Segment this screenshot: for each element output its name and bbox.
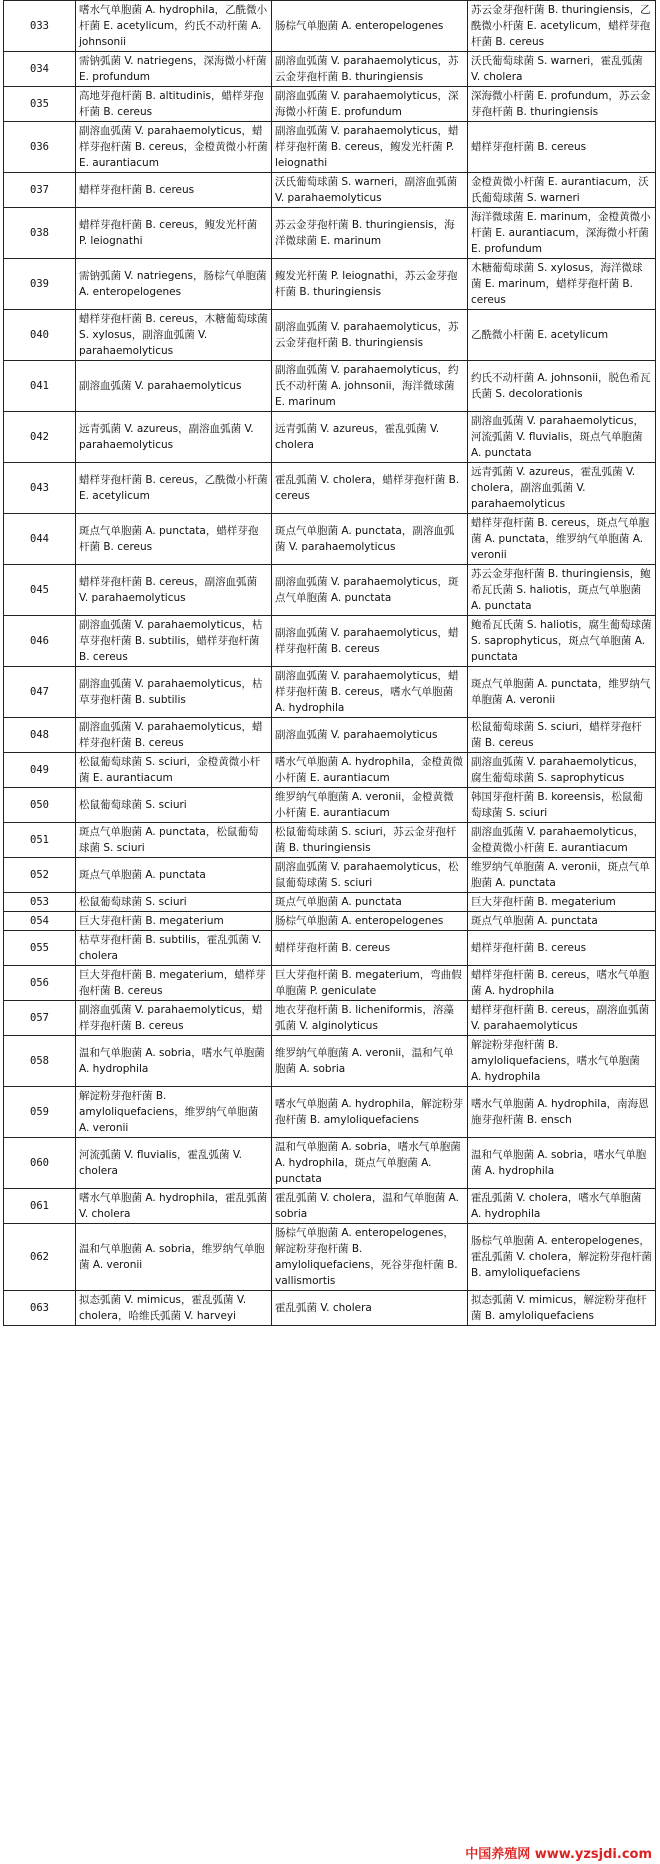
sample-id-cell: 037 [4,173,76,208]
group-b-cell: 霍乱弧菌 V. cholera [272,1291,468,1326]
sample-id-cell: 063 [4,1291,76,1326]
table-row [4,1224,656,1291]
group-b-cell: 蜡样芽孢杆菌 B. cereus [272,931,468,966]
group-a-cell: 蜡样芽孢杆菌 B. cereus，乙酰微小杆菌 E. acetylicum [76,463,272,514]
group-c-cell: 乙酰微小杆菌 E. acetylicum [468,310,656,361]
group-b-cell: 松鼠葡萄球菌 S. sciuri，苏云金芽孢杆菌 B. thuringiensis [272,823,468,858]
group-c-cell: 副溶血弧菌 V. parahaemolyticus，河流弧菌 V. fluvialis，斑点气单胞菌 A. punctata [468,412,656,463]
group-b-cell: 远青弧菌 V. azureus，霍乱弧菌 V. cholera [272,412,468,463]
group-a-cell: 解淀粉芽孢杆菌 B. amyloliquefaciens，维罗纳气单胞菌 A. veronii [76,1087,272,1138]
sample-id-cell: 033 [4,1,76,52]
table-row [4,616,656,667]
sample-id-cell: 041 [4,361,76,412]
group-c-cell: 霍乱弧菌 V. cholera，嗜水气单胞菌 A. hydrophila [468,1189,656,1224]
table-row [4,667,656,718]
table-row [4,966,656,1001]
table-row [4,208,656,259]
group-c-cell: 沃氏葡萄球菌 S. warneri，霍乱弧菌 V. cholera [468,52,656,87]
table-row [4,1189,656,1224]
sample-id-cell: 039 [4,259,76,310]
table-row [4,1036,656,1087]
group-c-cell: 蜡样芽孢杆菌 B. cereus，嗜水气单胞菌 A. hydrophila [468,966,656,1001]
table-row [4,259,656,310]
group-b-cell: 副溶血弧菌 V. parahaemolyticus，苏云金芽孢杆菌 B. thuringiensis [272,52,468,87]
group-a-cell: 副溶血弧菌 V. parahaemolyticus，枯草芽孢杆菌 B. subtilis，蜡样芽孢杆菌 B. cereus [76,616,272,667]
group-c-cell: 苏云金芽孢杆菌 B. thuringiensis，鲍希瓦氏菌 S. haliotis，斑点气单胞菌 A. punctata [468,565,656,616]
group-c-cell: 木糖葡萄球菌 S. xylosus，海洋微球菌 E. marinum，蜡样芽孢杆菌 B. cereus [468,259,656,310]
group-b-cell: 肠棕气单胞菌 A. enteropelogenes [272,1,468,52]
group-a-cell: 嗜水气单胞菌 A. hydrophila，乙酰微小杆菌 E. acetylicum，约氏不动杆菌 A. johnsonii [76,1,272,52]
group-b-cell: 鳆发光杆菌 P. leiognathi，苏云金芽孢杆菌 B. thuringiensis [272,259,468,310]
sample-id-cell: 046 [4,616,76,667]
group-c-cell: 肠棕气单胞菌 A. enteropelogenes，霍乱弧菌 V. cholera，解淀粉芽孢杆菌 B. amyloliquefaciens [468,1224,656,1291]
table-row [4,52,656,87]
table-row [4,1,656,52]
group-b-cell: 维罗纳气单胞菌 A. veronii，金橙黄微小杆菌 E. aurantiacum [272,788,468,823]
table-row [4,87,656,122]
group-a-cell: 斑点气单胞菌 A. punctata [76,858,272,893]
sample-id-cell: 034 [4,52,76,87]
group-a-cell: 副溶血弧菌 V. parahaemolyticus，蜡样芽孢杆菌 B. cereus，金橙黄微小杆菌 E. aurantiacum [76,122,272,173]
sample-id-cell: 048 [4,718,76,753]
table-row [4,565,656,616]
group-b-cell: 副溶血弧菌 V. parahaemolyticus [272,718,468,753]
group-a-cell: 巨大芽孢杆菌 B. megaterium [76,912,272,931]
table-row [4,361,656,412]
table-row [4,893,656,912]
group-a-cell: 松鼠葡萄球菌 S. sciuri，金橙黄微小杆菌 E. aurantiacum [76,753,272,788]
sample-id-cell: 036 [4,122,76,173]
table-row [4,858,656,893]
group-a-cell: 需钠弧菌 V. natriegens，深海微小杆菌 E. profundum [76,52,272,87]
group-a-cell: 松鼠葡萄球菌 S. sciuri [76,893,272,912]
group-a-cell: 高地芽孢杆菌 B. altitudinis，蜡样芽孢杆菌 B. cereus [76,87,272,122]
group-b-cell: 地衣芽孢杆菌 B. licheniformis，溶藻弧菌 V. alginolyticus [272,1001,468,1036]
sample-id-cell: 040 [4,310,76,361]
group-c-cell: 斑点气单胞菌 A. punctata [468,912,656,931]
group-c-cell: 拟态弧菌 V. mimicus，解淀粉芽孢杆菌 B. amyloliquefaciens [468,1291,656,1326]
sample-id-cell: 035 [4,87,76,122]
table-row [4,514,656,565]
table-row [4,823,656,858]
sample-id-cell: 050 [4,788,76,823]
group-b-cell: 苏云金芽孢杆菌 B. thuringiensis，海洋微球菌 E. marinum [272,208,468,259]
group-b-cell: 斑点气单胞菌 A. punctata，副溶血弧菌 V. parahaemolyticus [272,514,468,565]
group-b-cell: 巨大芽孢杆菌 B. megaterium，弯曲假单胞菌 P. geniculate [272,966,468,1001]
group-b-cell: 霍乱弧菌 V. cholera，蜡样芽孢杆菌 B. cereus [272,463,468,514]
sample-id-cell: 061 [4,1189,76,1224]
sample-id-cell: 057 [4,1001,76,1036]
group-a-cell: 副溶血弧菌 V. parahaemolyticus，枯草芽孢杆菌 B. subtilis [76,667,272,718]
group-c-cell: 约氏不动杆菌 A. johnsonii，脱色希瓦氏菌 S. decolorationis [468,361,656,412]
sample-id-cell: 051 [4,823,76,858]
sample-id-cell: 058 [4,1036,76,1087]
table-row [4,463,656,514]
sample-id-cell: 059 [4,1087,76,1138]
group-b-cell: 沃氏葡萄球菌 S. warneri，副溶血弧菌 V. parahaemolyticus [272,173,468,208]
group-c-cell: 苏云金芽孢杆菌 B. thuringiensis，乙酰微小杆菌 E. acetylicum，蜡样芽孢杆菌 B. cereus [468,1,656,52]
table-row [4,788,656,823]
group-a-cell: 蜡样芽孢杆菌 B. cereus，鳆发光杆菌 P. leiognathi [76,208,272,259]
sample-id-cell: 062 [4,1224,76,1291]
sample-id-cell: 047 [4,667,76,718]
group-c-cell: 嗜水气单胞菌 A. hydrophila，南海恩施芽孢杆菌 B. ensch [468,1087,656,1138]
group-c-cell: 鲍希瓦氏菌 S. haliotis，腐生葡萄球菌 S. saprophyticus，斑点气单胞菌 A. punctata [468,616,656,667]
group-c-cell: 松鼠葡萄球菌 S. sciuri，蜡样芽孢杆菌 B. cereus [468,718,656,753]
group-b-cell: 肠棕气单胞菌 A. enteropelogenes，解淀粉芽孢杆菌 B. amyloliquefaciens，死谷芽孢杆菌 B. vallismortis [272,1224,468,1291]
table-row [4,173,656,208]
group-b-cell: 嗜水气单胞菌 A. hydrophila，解淀粉芽孢杆菌 B. amyloliquefaciens [272,1087,468,1138]
table-row [4,753,656,788]
group-b-cell: 温和气单胞菌 A. sobria，嗜水气单胞菌 A. hydrophila，斑点气单胞菌 A. punctata [272,1138,468,1189]
sample-id-cell: 044 [4,514,76,565]
group-a-cell: 蜡样芽孢杆菌 B. cereus [76,173,272,208]
table-row [4,912,656,931]
group-a-cell: 需钠弧菌 V. natriegens，肠棕气单胞菌 A. enteropelogenes [76,259,272,310]
table-body [4,1,656,1326]
group-a-cell: 巨大芽孢杆菌 B. megaterium，蜡样芽孢杆菌 B. cereus [76,966,272,1001]
group-b-cell: 副溶血弧菌 V. parahaemolyticus，深海微小杆菌 E. profundum [272,87,468,122]
strain-table [3,0,656,1326]
group-a-cell: 拟态弧菌 V. mimicus，霍乱弧菌 V. cholera，哈维氏弧菌 V. harveyi [76,1291,272,1326]
group-b-cell: 副溶血弧菌 V. parahaemolyticus，蜡样芽孢杆菌 B. cereus，嗜水气单胞菌 A. hydrophila [272,667,468,718]
group-b-cell: 副溶血弧菌 V. parahaemolyticus，蜡样芽孢杆菌 B. cereus，鳆发光杆菌 P. leiognathi [272,122,468,173]
group-a-cell: 枯草芽孢杆菌 B. subtilis，霍乱弧菌 V. cholera [76,931,272,966]
sample-id-cell: 042 [4,412,76,463]
group-a-cell: 温和气单胞菌 A. sobria，嗜水气单胞菌 A. hydrophila [76,1036,272,1087]
group-c-cell: 解淀粉芽孢杆菌 B. amyloliquefaciens，嗜水气单胞菌 A. hydrophila [468,1036,656,1087]
group-b-cell: 嗜水气单胞菌 A. hydrophila，金橙黄微小杆菌 E. aurantiacum [272,753,468,788]
table-row [4,1138,656,1189]
sample-id-cell: 060 [4,1138,76,1189]
group-b-cell: 副溶血弧菌 V. parahaemolyticus，苏云金芽孢杆菌 B. thuringiensis [272,310,468,361]
group-c-cell: 金橙黄微小杆菌 E. aurantiacum，沃氏葡萄球菌 S. warneri [468,173,656,208]
sample-id-cell: 055 [4,931,76,966]
table-row [4,412,656,463]
group-c-cell: 副溶血弧菌 V. parahaemolyticus，腐生葡萄球菌 S. saprophyticus [468,753,656,788]
group-c-cell: 维罗纳气单胞菌 A. veronii，斑点气单胞菌 A. punctata [468,858,656,893]
sample-id-cell: 043 [4,463,76,514]
group-c-cell: 巨大芽孢杆菌 B. megaterium [468,893,656,912]
group-a-cell: 蜡样芽孢杆菌 B. cereus，木糖葡萄球菌 S. xylosus，副溶血弧菌 V. parahaemolyticus [76,310,272,361]
group-a-cell: 蜡样芽孢杆菌 B. cereus，副溶血弧菌 V. parahaemolyticus [76,565,272,616]
sample-id-cell: 056 [4,966,76,1001]
group-b-cell: 副溶血弧菌 V. parahaemolyticus，约氏不动杆菌 A. johnsonii，海洋微球菌 E. marinum [272,361,468,412]
group-a-cell: 副溶血弧菌 V. parahaemolyticus，蜡样芽孢杆菌 B. cereus [76,718,272,753]
group-b-cell: 副溶血弧菌 V. parahaemolyticus，松鼠葡萄球菌 S. sciuri [272,858,468,893]
group-c-cell: 蜡样芽孢杆菌 B. cereus [468,931,656,966]
group-b-cell: 副溶血弧菌 V. parahaemolyticus，蜡样芽孢杆菌 B. cereus [272,616,468,667]
sample-id-cell: 054 [4,912,76,931]
group-a-cell: 斑点气单胞菌 A. punctata，松鼠葡萄球菌 S. sciuri [76,823,272,858]
group-b-cell: 霍乱弧菌 V. cholera，温和气单胞菌 A. sobria [272,1189,468,1224]
group-c-cell: 韩国芽孢杆菌 B. koreensis，松鼠葡萄球菌 S. sciuri [468,788,656,823]
sample-id-cell: 049 [4,753,76,788]
group-b-cell: 副溶血弧菌 V. parahaemolyticus，斑点气单胞菌 A. punctata [272,565,468,616]
group-c-cell: 海洋微球菌 E. marinum，金橙黄微小杆菌 E. aurantiacum，深海微小杆菌 E. profundum [468,208,656,259]
group-a-cell: 嗜水气单胞菌 A. hydrophila，霍乱弧菌 V. cholera [76,1189,272,1224]
group-a-cell: 副溶血弧菌 V. parahaemolyticus，蜡样芽孢杆菌 B. cereus [76,1001,272,1036]
group-a-cell: 副溶血弧菌 V. parahaemolyticus [76,361,272,412]
table-row [4,718,656,753]
group-a-cell: 松鼠葡萄球菌 S. sciuri [76,788,272,823]
table-row [4,1001,656,1036]
group-a-cell: 斑点气单胞菌 A. punctata，蜡样芽孢杆菌 B. cereus [76,514,272,565]
group-b-cell: 维罗纳气单胞菌 A. veronii，温和气单胞菌 A. sobria [272,1036,468,1087]
group-c-cell: 远青弧菌 V. azureus，霍乱弧菌 V. cholera，副溶血弧菌 V. parahaemolyticus [468,463,656,514]
table-row [4,122,656,173]
sample-id-cell: 053 [4,893,76,912]
group-a-cell: 温和气单胞菌 A. sobria，维罗纳气单胞菌 A. veronii [76,1224,272,1291]
group-a-cell: 河流弧菌 V. fluvialis，霍乱弧菌 V. cholera [76,1138,272,1189]
group-a-cell: 远青弧菌 V. azureus，副溶血弧菌 V. parahaemolyticus [76,412,272,463]
group-b-cell: 肠棕气单胞菌 A. enteropelogenes [272,912,468,931]
group-c-cell: 温和气单胞菌 A. sobria，嗜水气单胞菌 A. hydrophila [468,1138,656,1189]
group-c-cell: 斑点气单胞菌 A. punctata，维罗纳气单胞菌 A. veronii [468,667,656,718]
watermark-logo: 中国养殖网 www.yzsjdi.com [463,1843,654,1862]
group-c-cell: 蜡样芽孢杆菌 B. cereus，副溶血弧菌 V. parahaemolyticus [468,1001,656,1036]
sample-id-cell: 038 [4,208,76,259]
table-row [4,1087,656,1138]
table-row [4,1291,656,1326]
group-c-cell: 深海微小杆菌 E. profundum，苏云金芽孢杆菌 B. thuringiensis [468,87,656,122]
sample-id-cell: 052 [4,858,76,893]
group-c-cell: 蜡样芽孢杆菌 B. cereus，斑点气单胞菌 A. punctata，维罗纳气单胞菌 A. veronii [468,514,656,565]
sample-id-cell: 045 [4,565,76,616]
group-c-cell: 副溶血弧菌 V. parahaemolyticus，金橙黄微小杆菌 E. aurantiacum [468,823,656,858]
group-b-cell: 斑点气单胞菌 A. punctata [272,893,468,912]
table-row [4,310,656,361]
group-c-cell: 蜡样芽孢杆菌 B. cereus [468,122,656,173]
table-row [4,931,656,966]
